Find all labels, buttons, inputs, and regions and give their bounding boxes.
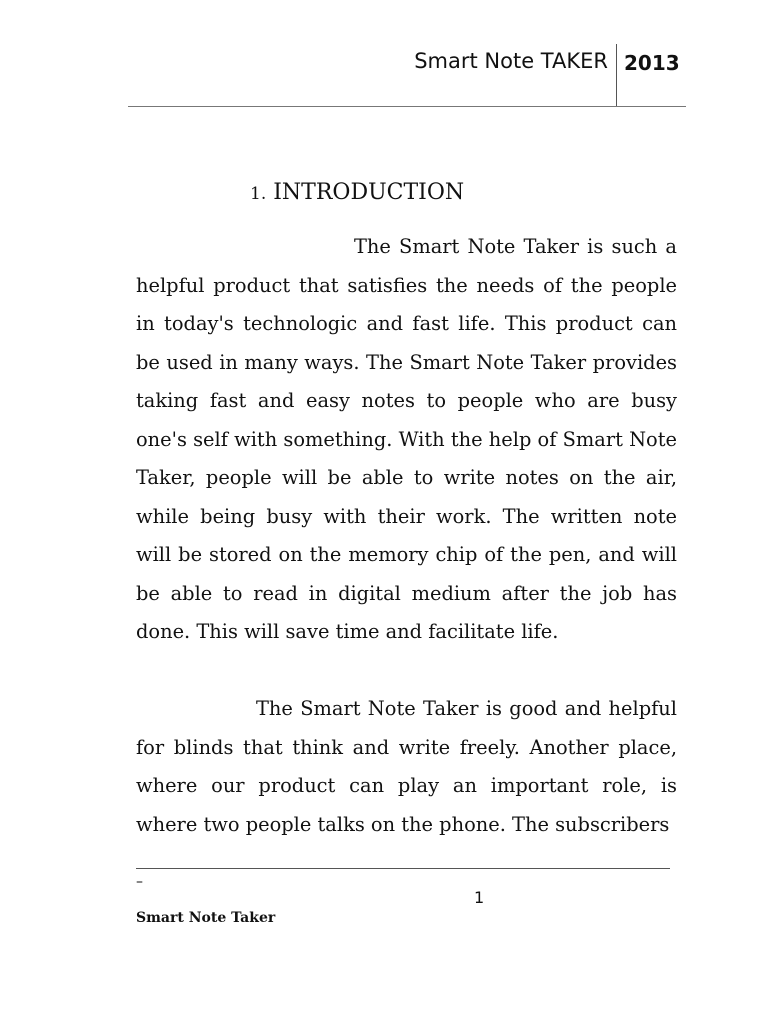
header-separator <box>616 44 617 106</box>
body-paragraph-2: The Smart Note Taker is good and helpful for blinds that think and write freely. Another place, where our product can play an important role, is where two people talks on the phone. The subscribers <box>136 697 677 836</box>
section-heading <box>250 178 464 209</box>
section-number: 1. <box>250 184 267 204</box>
footer-title: Smart Note Taker <box>136 910 276 926</box>
footer-rule <box>136 868 670 869</box>
footer-dash: – <box>136 874 143 890</box>
header-rule <box>128 106 686 107</box>
section-title: INTRODUCTION <box>273 180 465 205</box>
body-paragraph-1: The Smart Note Taker is such a helpful product that satisfies the needs of the people in today's technologic and fast life. This product can be used in many ways. The Smart Note Taker provides taking fast and easy notes to people who are busy one's self with something. With the help of Smart Note Taker, people will be able to write notes on the air, while being busy with their work. The written note will be stored on the memory chip of the pen, and will be able to read in digital medium after the job has done. This will save time and facilitate life. <box>136 235 677 643</box>
page-number: 1 <box>474 888 485 907</box>
header-year: 2013 <box>624 51 680 75</box>
header-title: Smart Note TAKER <box>414 49 608 73</box>
